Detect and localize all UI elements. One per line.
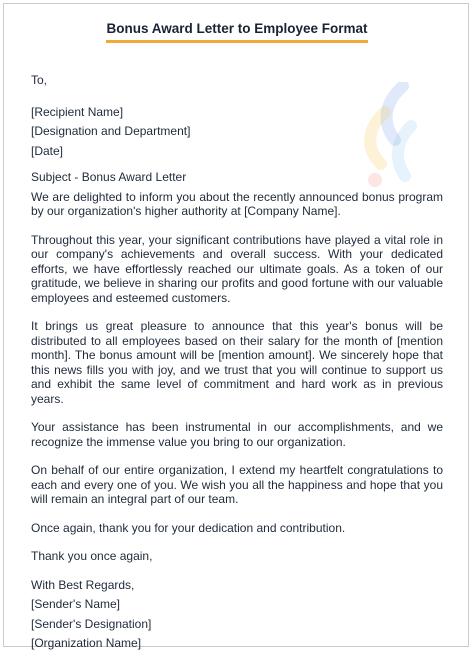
page-title: Bonus Award Letter to Employee Format bbox=[106, 21, 367, 43]
closing-regards: With Best Regards, bbox=[31, 577, 135, 592]
paragraph-bonus-details: It brings us great pleasure to announce that this year's bonus will be distributed to all employees based on their salary for the month of [mention month]. The bonus amount will be [mention amount]. We sincerely hope that this news fills you with joy, and we trust that you will continue to support us and exhibit the same level of commitment and hard work as in previous years. bbox=[31, 319, 443, 406]
letter-subject: Subject - Bonus Award Letter bbox=[31, 170, 187, 184]
letter-body bbox=[31, 73, 443, 656]
paragraph-assistance: Your assistance has been instrumental in our accomplishments, and we recognize the immense value you bring to our organization. bbox=[31, 420, 443, 449]
paragraph-contributions: Throughout this year, your significant contributions have played a vital role in our company's achievements and overall success. With your dedicated efforts, we have effortlessly reached our ultimate goals. As a token of our gratitude, we believe in sharing our profits and good fortune with our valuable employees and esteemed customers. bbox=[31, 232, 443, 305]
title-wrap bbox=[0, 20, 474, 43]
sender-name: [Sender's Name] bbox=[31, 597, 120, 611]
paragraph-intro: We are delighted to inform you about the recently announced bonus program by our organization's higher authority at [Company Name]. bbox=[31, 189, 443, 218]
paragraph-thanks: Once again, thank you for your dedication and contribution. bbox=[31, 520, 346, 535]
paragraph-congratulations: On behalf of our entire organization, I extend my heartfelt congratulations to each and every one of you. We wish you all the happiness and hope that you will remain an integral part of our team. bbox=[31, 463, 443, 506]
paragraph-thank-you-again: Thank you once again, bbox=[31, 549, 153, 563]
recipient-name: [Recipient Name] bbox=[31, 104, 124, 119]
letter-date: [Date] bbox=[31, 143, 64, 158]
sender-organization: [Organization Name] bbox=[31, 636, 142, 650]
sender-designation: [Sender's Designation] bbox=[31, 616, 152, 631]
recipient-designation: [Designation and Department] bbox=[31, 124, 191, 138]
salutation-to: To, bbox=[31, 73, 48, 87]
